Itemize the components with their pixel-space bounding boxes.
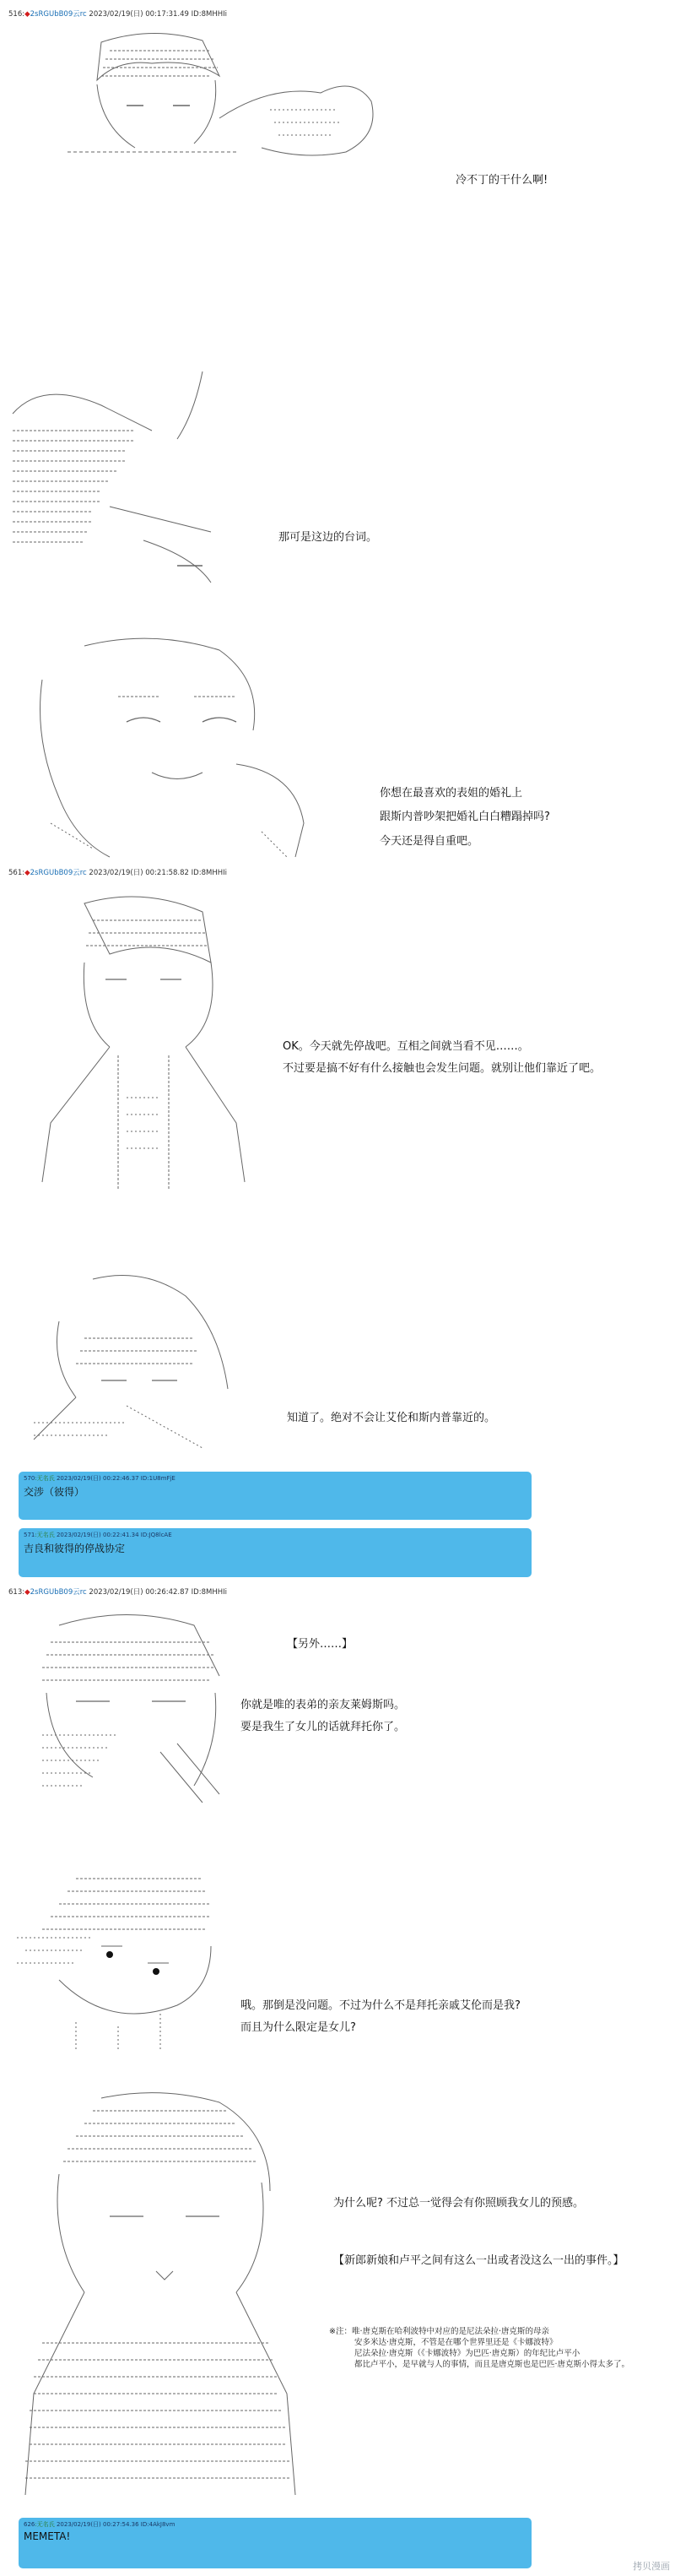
- post-date: 2023/02/19(日): [89, 869, 143, 877]
- reply-text: MEMETA!: [24, 2530, 71, 2542]
- reply-number: 570: [24, 1475, 35, 1482]
- diamond-icon: ◆: [24, 1588, 30, 1597]
- reply-meta: [19, 1528, 532, 1539]
- reply-date: 2023/02/19(日) 00:22:41.34 ID:JQ8lcAE: [56, 1532, 172, 1538]
- reply-name: :无名氏: [35, 1475, 55, 1482]
- reader-reply: [19, 1472, 532, 1520]
- dialogue-line: 要是我生了女儿的话就拜托你了。: [240, 1721, 406, 1733]
- reader-reply: [19, 2518, 532, 2568]
- post-id: ID:8MHHIi: [191, 10, 227, 19]
- note-line: 尼法朵拉·唐克斯（《卡娜波特》为巴匹·唐克斯）的年纪比卢平小: [354, 2349, 580, 2358]
- reader-reply: [19, 1528, 532, 1577]
- reply-text: 吉良和彼得的停战协定: [24, 1543, 126, 1554]
- reply-meta: [19, 1472, 532, 1483]
- post-id: ID:8MHHIi: [191, 869, 227, 877]
- note-line: 都比卢平小，是早就与人的事情，而且是唐克斯也是巴匹·唐克斯小得太多了。: [354, 2360, 630, 2369]
- reply-date: 2023/02/19(日) 00:27:54.36 ID:4AkJ8vm: [56, 2521, 176, 2528]
- post-header: [8, 8, 227, 19]
- note-line: ※注：唯·唐克斯在哈利波特中对应的是尼法朵拉·唐克斯的母亲: [329, 2327, 550, 2336]
- post-date: 2023/02/19(日): [89, 1588, 143, 1597]
- dialogue-line: 为什么呢? 不过总一觉得会有你照顾我女儿的预感。: [333, 2197, 585, 2210]
- dialogue-line: 跟斯内普吵架把婚礼白白糟蹋掉吗?: [380, 811, 550, 823]
- post-time: 00:26:42.87: [145, 1588, 189, 1597]
- post-time: 00:21:58.82: [145, 869, 189, 877]
- dialogue-line: 【新郎新娘和卢平之间有这么一出或者没这么一出的事件。】: [333, 2254, 624, 2267]
- dialogue-line: 而且为什么限定是女儿?: [240, 2021, 356, 2034]
- ascii-art-character-panel: [51, 25, 422, 160]
- dialogue-line: 冷不丁的干什么啊!: [456, 174, 548, 187]
- post-number: 613:: [8, 1588, 25, 1597]
- diamond-icon: ◆: [24, 10, 30, 19]
- reply-text: 交涉（彼得）: [24, 1486, 85, 1498]
- dialogue-line: 你想在最喜欢的表姐的婚礼上: [380, 787, 523, 800]
- reply-date: 2023/02/19(日) 00:22:46.37 ID:1U8mFjE: [56, 1475, 176, 1482]
- dialogue-line: 不过要是搞不好有什么接触也会发生问题。就别让他们靠近了吧。: [283, 1062, 602, 1075]
- reply-number: 626: [24, 2521, 35, 2528]
- site-watermark: 拷贝漫画: [633, 2561, 670, 2572]
- post-date: 2023/02/19(日): [89, 10, 143, 19]
- diamond-icon: ◆: [24, 869, 30, 877]
- dialogue-line: 【另外……】: [287, 1638, 354, 1651]
- reply-number: 571: [24, 1532, 35, 1538]
- ascii-art-character-panel: [17, 2090, 304, 2512]
- poster-tripcode: 2sRGUbB09云rc: [30, 869, 87, 877]
- ascii-art-character-panel: [8, 363, 228, 616]
- translator-note: [329, 2326, 629, 2370]
- ascii-art-character-panel: [8, 1870, 228, 2056]
- dialogue-line: 今天还是得自重吧。: [380, 835, 479, 848]
- ascii-art-character-panel: [34, 1608, 236, 1811]
- ascii-art-character-panel: [25, 1271, 253, 1456]
- dialogue-line: 知道了。绝对不会让艾伦和斯内普靠近的。: [287, 1412, 496, 1424]
- post-header: [8, 867, 227, 877]
- note-line: 安多米达·唐克斯，不管是在哪个世界里还是《卡娜波特》: [354, 2338, 558, 2347]
- post-time: 00:17:31.49: [145, 10, 189, 19]
- post-id: ID:8MHHIi: [191, 1588, 227, 1597]
- ascii-art-character-panel: [17, 629, 321, 865]
- reply-meta: [19, 2518, 532, 2529]
- poster-tripcode: 2sRGUbB09云rc: [30, 1588, 87, 1597]
- ascii-art-character-panel: [34, 887, 253, 1199]
- dialogue-line: 你就是唯的表弟的亲友莱姆斯吗。: [240, 1699, 406, 1711]
- post-number: 561:: [8, 869, 25, 877]
- dialogue-line: 那可是这边的台词。: [278, 531, 378, 544]
- dialogue-line: OK。今天就先停战吧。互相之间就当看不见……。: [283, 1040, 529, 1053]
- reply-name: :无名氏: [35, 1532, 55, 1538]
- reply-name: :无名氏: [35, 2521, 55, 2528]
- poster-tripcode: 2sRGUbB09云rc: [30, 10, 87, 19]
- post-number: 516:: [8, 10, 25, 19]
- dialogue-line: 哦。那倒是没问题。不过为什么不是拜托亲戚艾伦而是我?: [240, 1999, 521, 2012]
- post-header: [8, 1586, 227, 1597]
